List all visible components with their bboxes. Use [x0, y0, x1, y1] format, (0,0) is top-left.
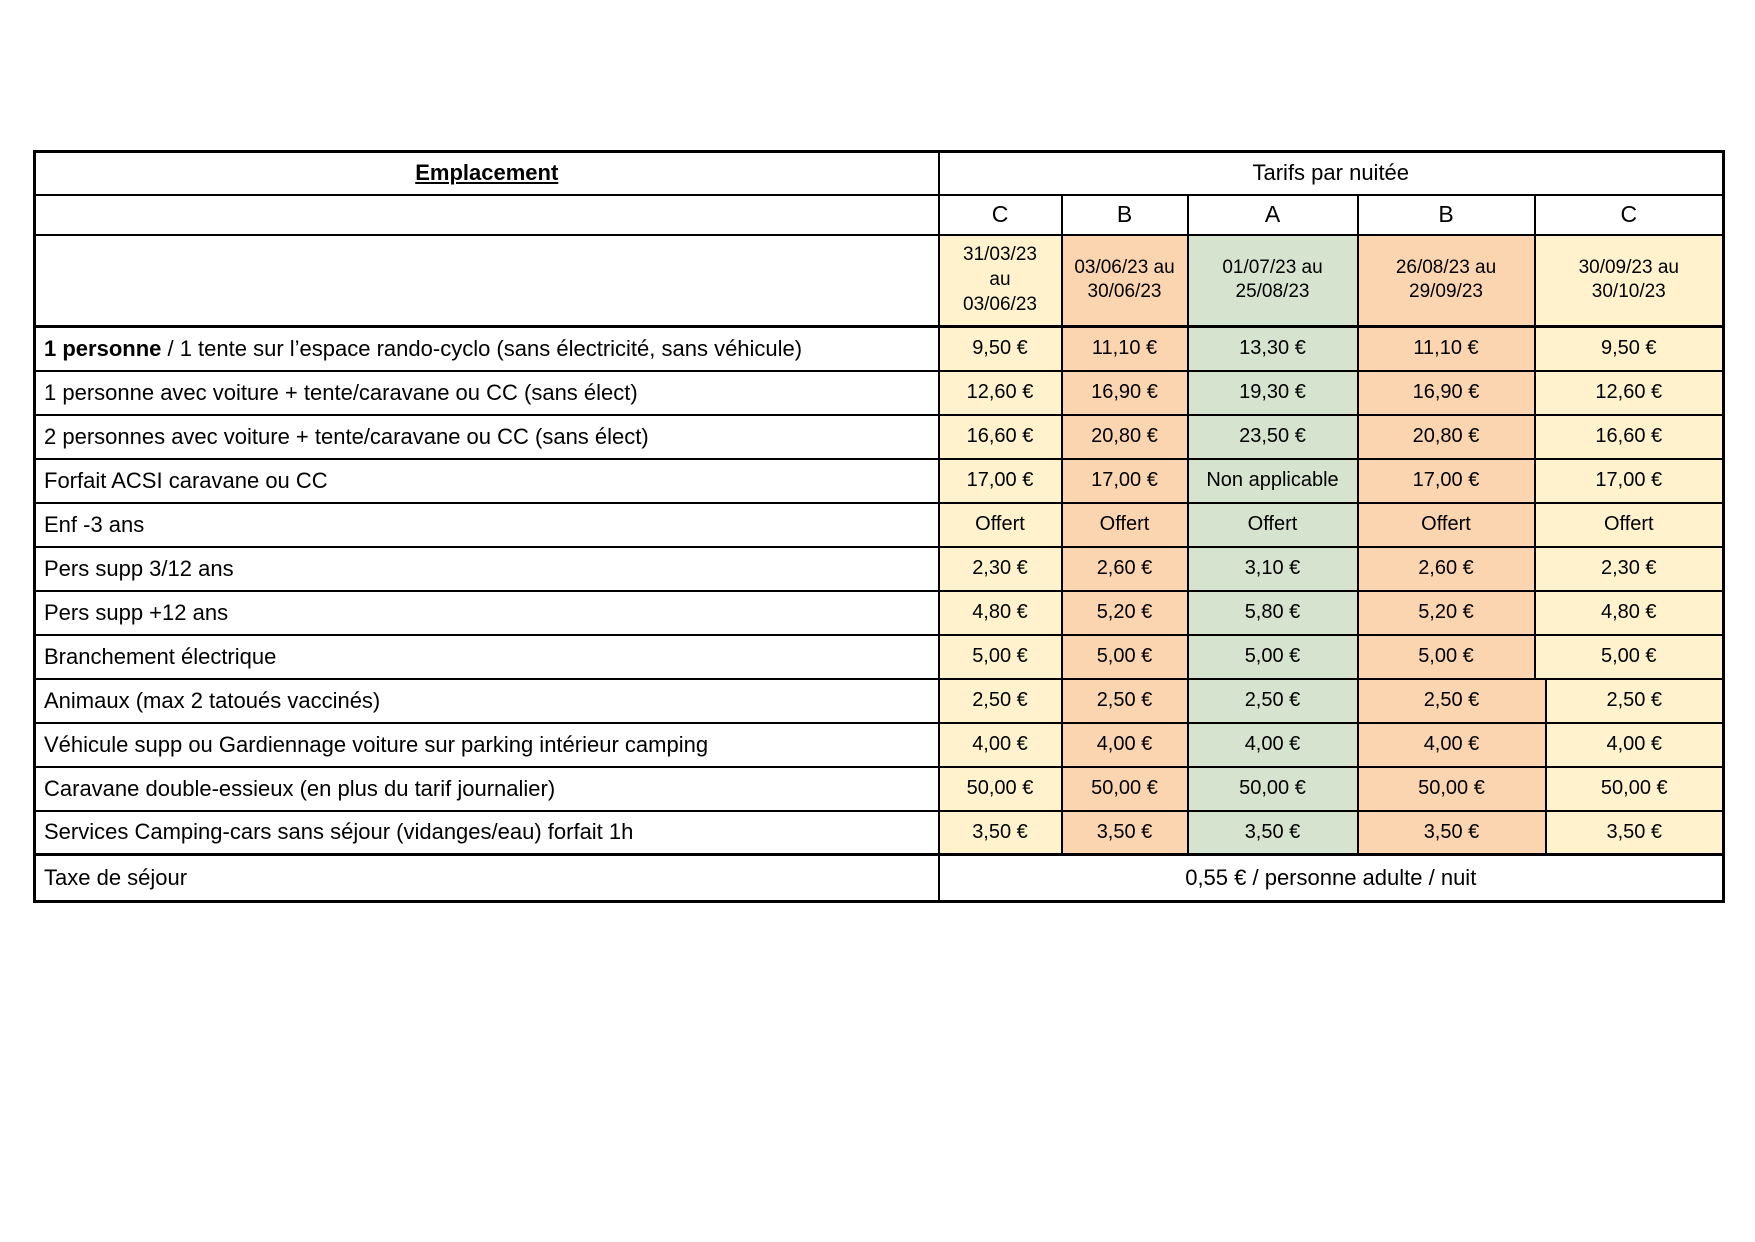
- header-row-main: [35, 152, 1724, 195]
- period-line: 03/06/23: [963, 293, 1037, 315]
- footer-value: 0,55 € / personne adulte / nuit: [939, 855, 1724, 902]
- period-row: [35, 235, 1724, 327]
- price-cell: 50,00 €: [1358, 767, 1546, 811]
- row-label: [35, 327, 939, 371]
- price-cell: Non applicable: [1188, 459, 1358, 503]
- price-cell: Offert: [1062, 503, 1188, 547]
- period-cell: [939, 235, 1062, 327]
- price-cell: 12,60 €: [939, 371, 1062, 415]
- price-cell: 4,00 €: [1546, 723, 1724, 767]
- table-row: [35, 635, 1724, 679]
- price-cell: Offert: [1535, 503, 1724, 547]
- price-cell: 5,00 €: [939, 635, 1062, 679]
- price-cell: Offert: [1358, 503, 1535, 547]
- price-cell: 5,00 €: [1535, 635, 1724, 679]
- price-cell: 5,80 €: [1188, 591, 1358, 635]
- price-cell: 17,00 €: [1535, 459, 1724, 503]
- price-cell: 2,50 €: [1062, 679, 1188, 723]
- price-cell: 19,30 €: [1188, 371, 1358, 415]
- row-label: Pers supp 3/12 ans: [35, 547, 939, 591]
- season-letter: B: [1062, 195, 1188, 235]
- period-line: 30/10/23: [1591, 281, 1666, 303]
- table-row: [35, 547, 1724, 591]
- row-label: Caravane double-essieux (en plus du tarif journalier): [35, 767, 939, 811]
- row-label: Véhicule supp ou Gardiennage voiture sur parking intérieur camping: [35, 723, 939, 767]
- row-label: Branchement électrique: [35, 635, 939, 679]
- period-line: 30/06/23: [1087, 281, 1162, 303]
- price-cell: 3,10 €: [1188, 547, 1358, 591]
- price-cell: 17,00 €: [1062, 459, 1188, 503]
- row-label: Pers supp +12 ans: [35, 591, 939, 635]
- period-cell: [1062, 235, 1188, 327]
- price-cell: 50,00 €: [1188, 767, 1358, 811]
- price-cell: 3,50 €: [1062, 811, 1188, 855]
- period-line: au: [989, 268, 1011, 290]
- price-cell: 4,00 €: [1188, 723, 1358, 767]
- price-cell: 50,00 €: [1062, 767, 1188, 811]
- price-cell: 23,50 €: [1188, 415, 1358, 459]
- price-cell: 4,00 €: [939, 723, 1062, 767]
- tariff-sheet: [33, 150, 1725, 903]
- period-cell: [1358, 235, 1535, 327]
- price-cell: 20,80 €: [1358, 415, 1535, 459]
- row-label: Services Camping-cars sans séjour (vidanges/eau) forfait 1h: [35, 811, 939, 855]
- table-row: [35, 371, 1724, 415]
- season-letter: C: [1535, 195, 1724, 235]
- row-label-rest: / 1 tente sur l’espace rando-cyclo (sans électricité, sans véhicule): [161, 335, 803, 361]
- price-cell: 16,90 €: [1358, 371, 1535, 415]
- price-cell: 9,50 €: [939, 327, 1062, 371]
- price-cell: 2,30 €: [939, 547, 1062, 591]
- row-label: Animaux (max 2 tatoués vaccinés): [35, 679, 939, 723]
- price-cell: 2,60 €: [1358, 547, 1535, 591]
- price-cell: 3,50 €: [1188, 811, 1358, 855]
- period-line: 30/09/23 au: [1578, 256, 1679, 278]
- price-cell: 50,00 €: [939, 767, 1062, 811]
- table-row: [35, 811, 1724, 855]
- price-cell: 5,20 €: [1062, 591, 1188, 635]
- price-cell: 20,80 €: [1062, 415, 1188, 459]
- period-line: 03/06/23 au: [1074, 256, 1175, 278]
- price-cell: 2,50 €: [1188, 679, 1358, 723]
- price-cell: 11,10 €: [1062, 327, 1188, 371]
- period-cell: [1188, 235, 1358, 327]
- table-row: [35, 723, 1724, 767]
- table-row: [35, 327, 1724, 371]
- price-cell: 2,30 €: [1535, 547, 1724, 591]
- row-label: Forfait ACSI caravane ou CC: [35, 459, 939, 503]
- row-label: 2 personnes avec voiture + tente/caravane ou CC (sans élect): [35, 415, 939, 459]
- price-cell: 2,50 €: [1546, 679, 1724, 723]
- price-cell: 3,50 €: [1358, 811, 1546, 855]
- table-row: [35, 591, 1724, 635]
- price-cell: 2,50 €: [939, 679, 1062, 723]
- row-label: 1 personne avec voiture + tente/caravane ou CC (sans élect): [35, 371, 939, 415]
- row-label-bold: 1 personne: [44, 335, 162, 361]
- period-line: 01/07/23 au: [1222, 256, 1323, 278]
- price-cell: 3,50 €: [1546, 811, 1724, 855]
- price-cell: 16,60 €: [939, 415, 1062, 459]
- price-cell: 2,60 €: [1062, 547, 1188, 591]
- footer-label: Taxe de séjour: [35, 855, 939, 902]
- price-cell: 3,50 €: [939, 811, 1062, 855]
- season-letter: A: [1188, 195, 1358, 235]
- price-cell: 5,00 €: [1358, 635, 1535, 679]
- empty-cell: [35, 195, 939, 235]
- price-cell: 12,60 €: [1535, 371, 1724, 415]
- price-cell: 5,00 €: [1062, 635, 1188, 679]
- period-line: 31/03/23: [963, 244, 1037, 266]
- price-cell: 11,10 €: [1358, 327, 1535, 371]
- price-cell: 17,00 €: [1358, 459, 1535, 503]
- price-cell: 4,80 €: [1535, 591, 1724, 635]
- empty-cell: [35, 235, 939, 327]
- price-cell: 4,00 €: [1358, 723, 1546, 767]
- season-letter-row: [35, 195, 1724, 235]
- table-row: [35, 679, 1724, 723]
- table-row: [35, 767, 1724, 811]
- price-cell: 4,00 €: [1062, 723, 1188, 767]
- price-cell: 13,30 €: [1188, 327, 1358, 371]
- footer-row: [35, 855, 1724, 902]
- table-row: [35, 415, 1724, 459]
- table-row: [35, 459, 1724, 503]
- price-cell: 5,00 €: [1188, 635, 1358, 679]
- period-line: 26/08/23 au: [1395, 256, 1497, 278]
- season-letter: C: [939, 195, 1062, 235]
- price-cell: 16,60 €: [1535, 415, 1724, 459]
- price-cell: 50,00 €: [1546, 767, 1724, 811]
- price-cell: Offert: [1188, 503, 1358, 547]
- tarifs-header: Tarifs par nuitée: [939, 152, 1724, 195]
- table-row: [35, 503, 1724, 547]
- period-cell: [1535, 235, 1724, 327]
- price-cell: 5,20 €: [1358, 591, 1535, 635]
- tariff-table: [33, 150, 1725, 903]
- season-letter: B: [1358, 195, 1535, 235]
- row-label: Enf -3 ans: [35, 503, 939, 547]
- price-cell: 9,50 €: [1535, 327, 1724, 371]
- emplacement-header: Emplacement: [35, 152, 939, 195]
- price-cell: 16,90 €: [1062, 371, 1188, 415]
- period-line: 25/08/23: [1235, 281, 1310, 303]
- price-cell: 4,80 €: [939, 591, 1062, 635]
- period-line: 29/09/23: [1409, 281, 1483, 303]
- price-cell: 2,50 €: [1358, 679, 1546, 723]
- price-cell: 17,00 €: [939, 459, 1062, 503]
- price-cell: Offert: [939, 503, 1062, 547]
